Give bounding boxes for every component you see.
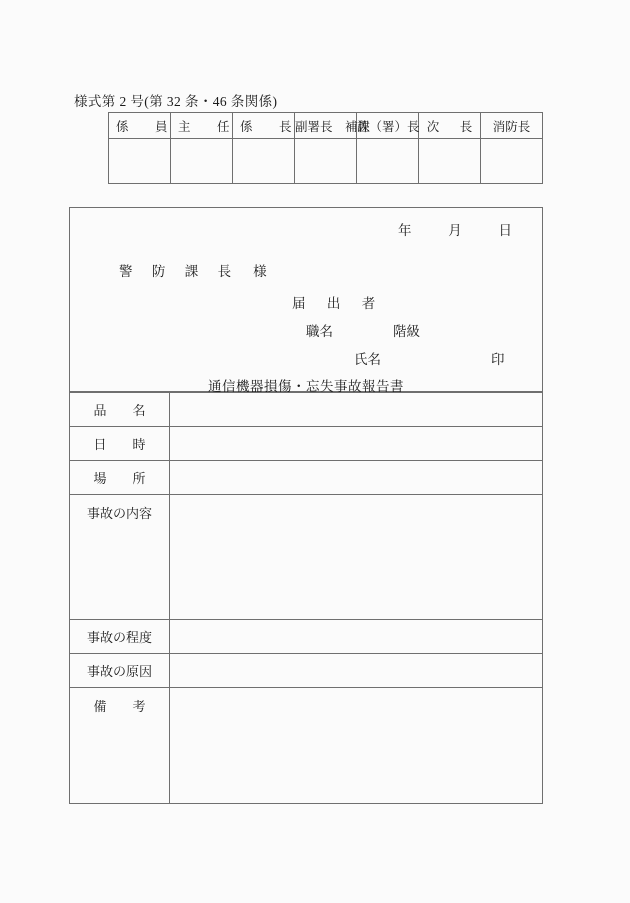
- stamp-signature-row: [109, 139, 543, 184]
- job-title-label: 職名: [306, 324, 333, 339]
- row-label-item-name: 品 名: [70, 393, 170, 427]
- date-year-label: 年: [398, 223, 412, 238]
- row-label-remarks: 備 考: [70, 688, 170, 804]
- row-label-incident-details: 事故の内容: [70, 495, 170, 620]
- stamp-header-fire-chief: 消防長: [481, 113, 543, 139]
- form-number-heading: 様式第 2 号(第 32 条・46 条関係): [74, 94, 278, 109]
- addressee-title: 警 防 課 長: [119, 264, 240, 279]
- stamp-cell-division-station-chief[interactable]: [357, 139, 419, 184]
- row-label-location: 場 所: [70, 461, 170, 495]
- stamp-header-deputy-station-chief-assistant: 副署長 補佐: [295, 113, 357, 139]
- header-box: [69, 207, 543, 392]
- row-label-datetime: 日 時: [70, 427, 170, 461]
- report-table: [69, 392, 543, 804]
- stamp-header-division-station-chief: 課（署）長: [357, 113, 419, 139]
- stamp-cell-chief-clerk[interactable]: [171, 139, 233, 184]
- row-value-incident-severity[interactable]: [170, 620, 543, 654]
- table-row: [70, 461, 543, 495]
- stamp-cell-section-head[interactable]: [233, 139, 295, 184]
- table-row: [70, 654, 543, 688]
- table-row: [70, 688, 543, 804]
- row-value-item-name[interactable]: [170, 393, 543, 427]
- table-row: [70, 427, 543, 461]
- addressee-honorific: 様: [253, 264, 275, 279]
- stamp-cell-vice-director[interactable]: [419, 139, 481, 184]
- stamp-header-section-head: 係 長: [233, 113, 295, 139]
- table-row: [70, 393, 543, 427]
- stamp-header-row: [109, 113, 543, 139]
- date-month-label: 月: [448, 223, 462, 238]
- submitter-label: 届 出 者: [292, 296, 385, 311]
- row-value-incident-details[interactable]: [170, 495, 543, 620]
- row-value-location[interactable]: [170, 461, 543, 495]
- seal-label: 印: [491, 352, 505, 367]
- name-label: 氏名: [354, 352, 381, 367]
- row-label-incident-severity: 事故の程度: [70, 620, 170, 654]
- addressee-line: [119, 260, 275, 280]
- document-title: 通信機器損傷・忘失事故報告書: [208, 379, 404, 394]
- row-value-remarks[interactable]: [170, 688, 543, 804]
- stamp-header-vice-director: 次 長: [419, 113, 481, 139]
- job-rank-line: [306, 320, 420, 340]
- table-row: [70, 620, 543, 654]
- name-seal-line: [354, 348, 505, 368]
- stamp-cell-deputy-station-chief-assistant[interactable]: [295, 139, 357, 184]
- date-day-label: 日: [498, 223, 512, 238]
- row-label-incident-cause: 事故の原因: [70, 654, 170, 688]
- table-row: [70, 495, 543, 620]
- approval-stamp-table: [108, 112, 543, 184]
- rank-label: 階級: [393, 324, 420, 339]
- row-value-datetime[interactable]: [170, 427, 543, 461]
- date-line: [398, 219, 512, 239]
- stamp-cell-fire-chief[interactable]: [481, 139, 543, 184]
- stamp-header-chief-clerk: 主 任: [171, 113, 233, 139]
- stamp-cell-clerk[interactable]: [109, 139, 171, 184]
- row-value-incident-cause[interactable]: [170, 654, 543, 688]
- stamp-header-clerk: 係 員: [109, 113, 171, 139]
